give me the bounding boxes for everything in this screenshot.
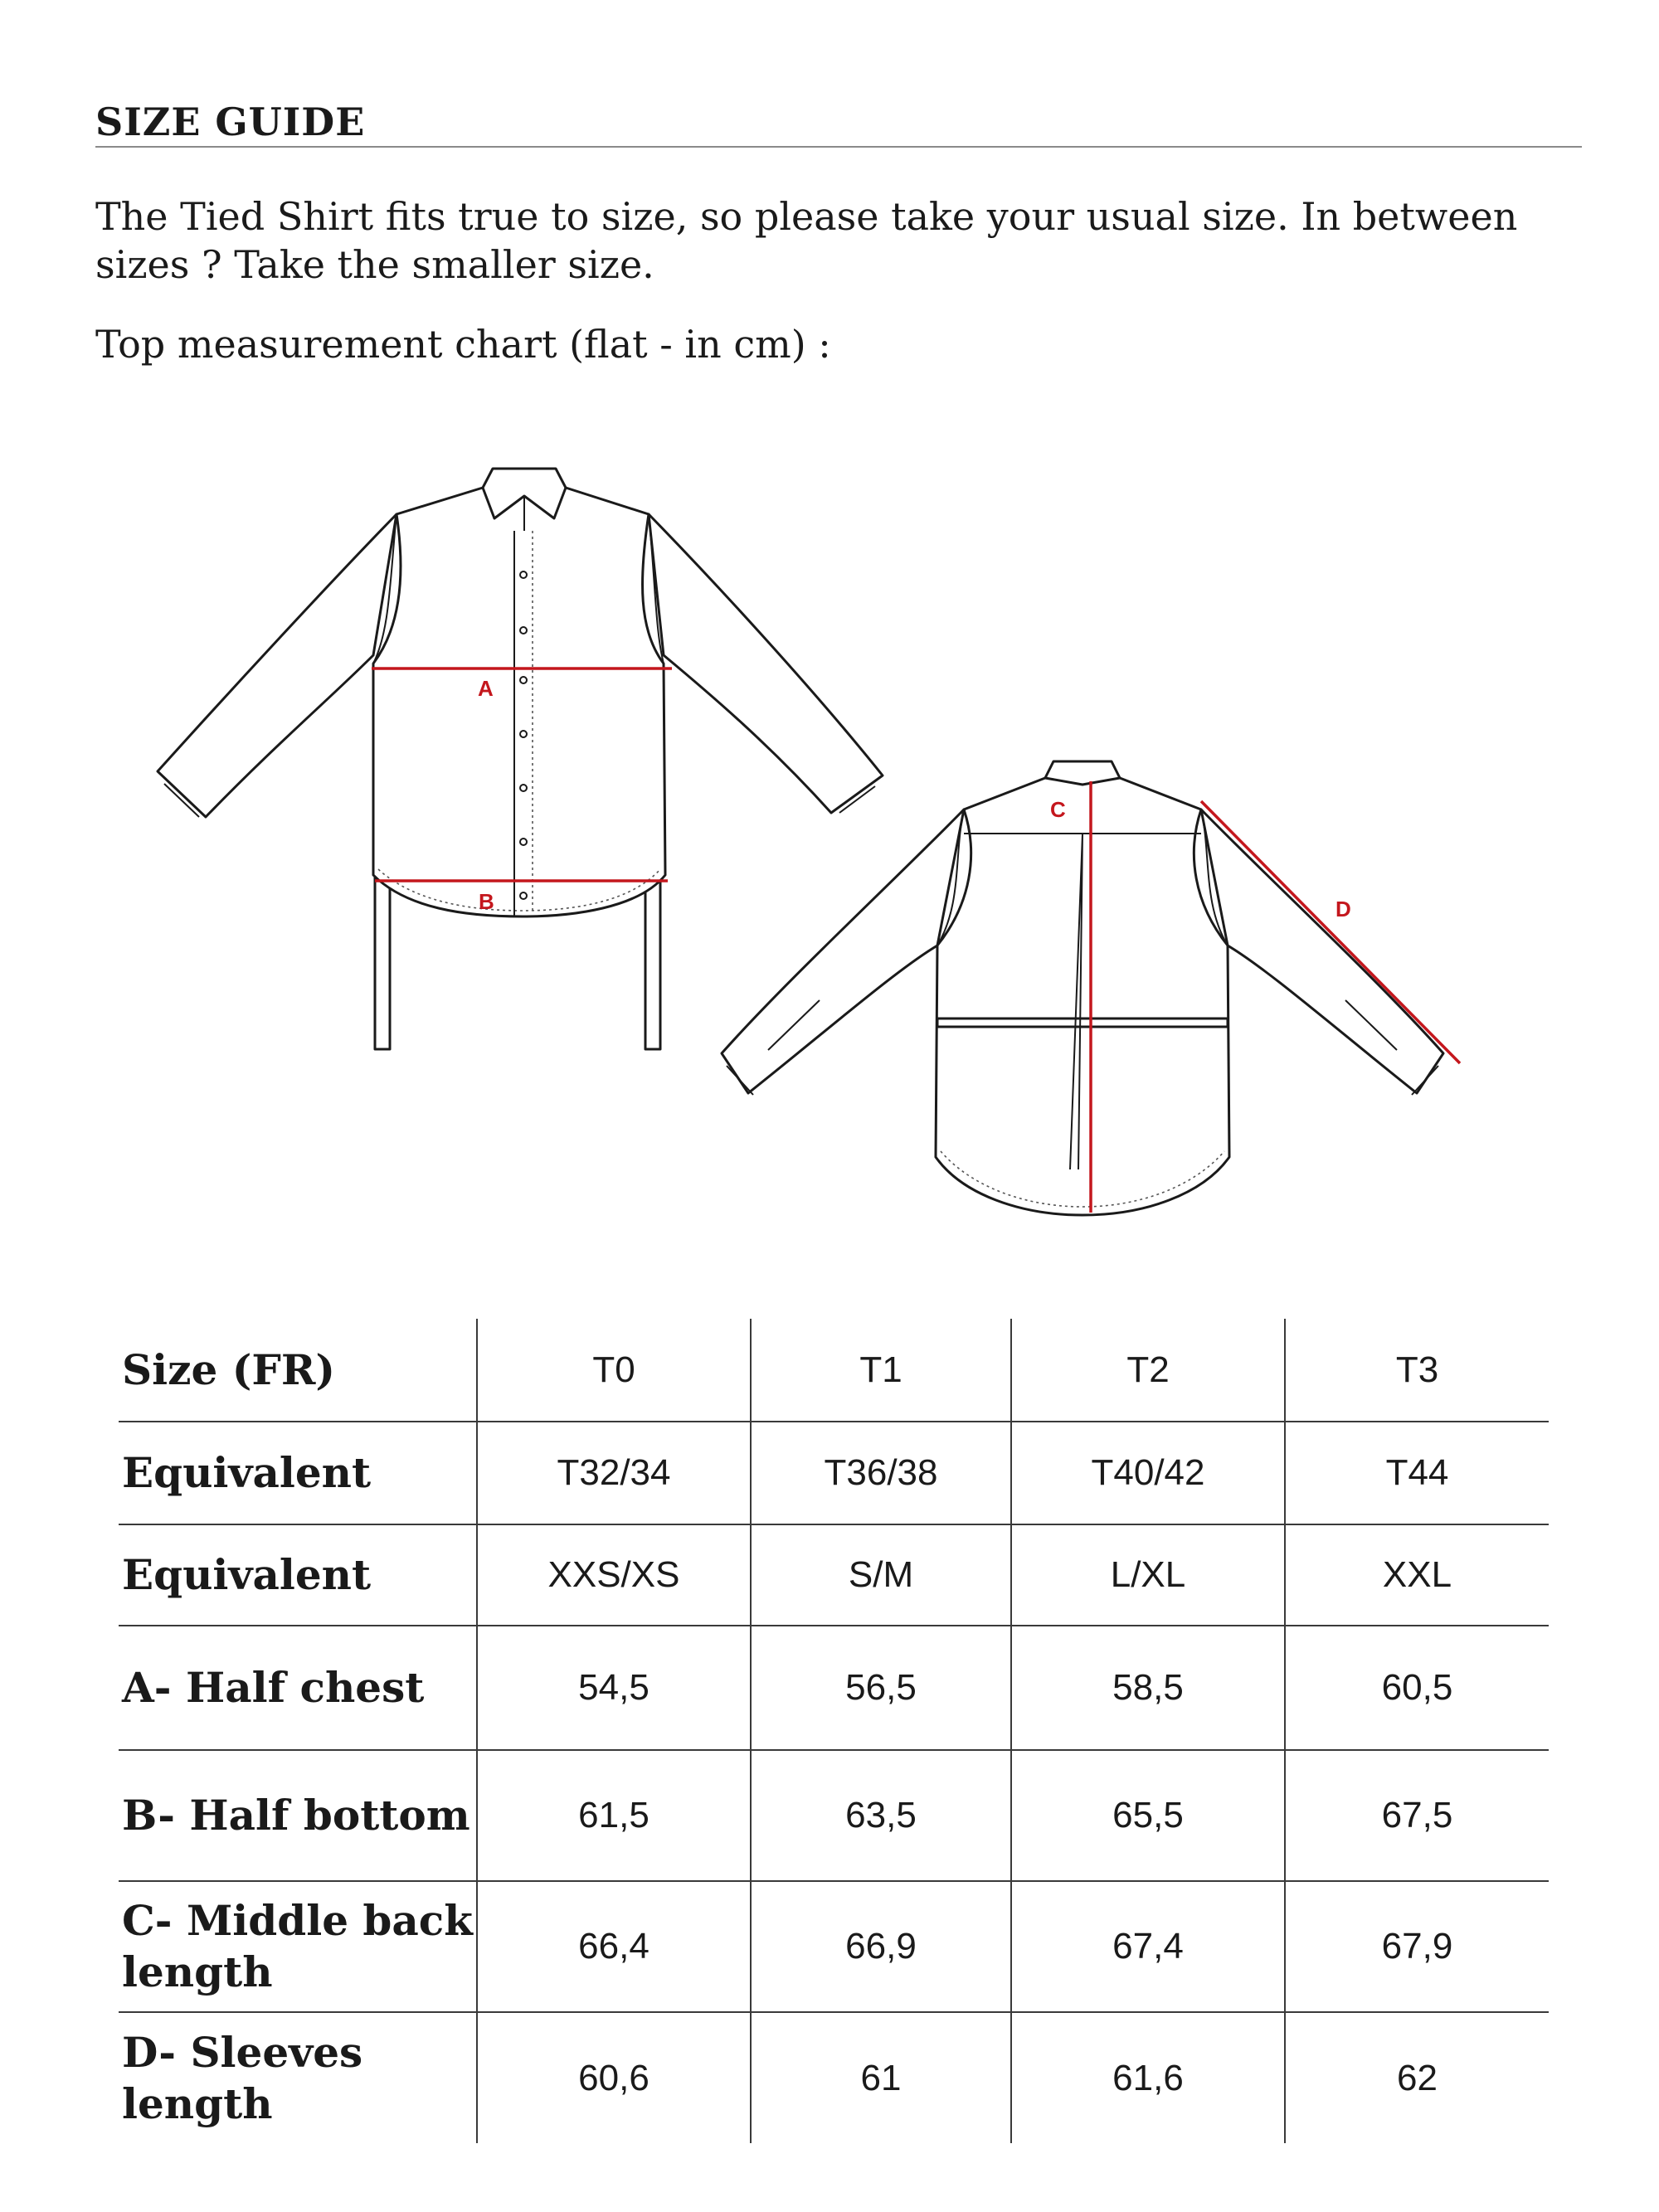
table-cell: T32/34 xyxy=(477,1422,751,1524)
table-cell: 67,9 xyxy=(1285,1881,1549,2012)
table-row xyxy=(119,1750,1549,1881)
label-b: B xyxy=(479,889,494,914)
table-cell: T44 xyxy=(1285,1422,1549,1524)
table-cell: 67,5 xyxy=(1285,1750,1549,1881)
chart-caption: Top measurement chart (flat - in cm) : xyxy=(95,322,831,367)
table-cell: 56,5 xyxy=(751,1626,1011,1750)
table-cell: 66,9 xyxy=(751,1881,1011,2012)
row-label: C- Middle back length xyxy=(119,1881,477,2012)
table-cell: T36/38 xyxy=(751,1422,1011,1524)
row-label: D- Sleeves length xyxy=(122,2027,363,2128)
fit-description: The Tied Shirt fits true to size, so please take your usual size. In between sizes ? Take the smaller size. xyxy=(95,194,1518,287)
table-cell: XXL xyxy=(1285,1524,1549,1626)
table-cell: XXS/XS xyxy=(477,1524,751,1626)
back-shirt-illustration xyxy=(722,761,1460,1215)
row-label: Equivalent xyxy=(119,1422,477,1524)
table-cell: 63,5 xyxy=(751,1750,1011,1881)
size-t2: T2 xyxy=(1011,1319,1285,1422)
size-fr-label: Size (FR) xyxy=(119,1319,477,1422)
size-t3: T3 xyxy=(1285,1319,1549,1422)
row-label: Equivalent xyxy=(119,1524,477,1626)
table-cell: S/M xyxy=(751,1524,1011,1626)
table-cell: 61 xyxy=(751,2012,1011,2143)
shirt-diagram xyxy=(0,415,1659,1252)
table-row xyxy=(119,1881,1549,2012)
table-row xyxy=(119,1422,1549,1524)
label-a: A xyxy=(478,676,494,701)
table-row xyxy=(119,2012,1549,2143)
title-divider xyxy=(95,146,1582,148)
page-title: SIZE GUIDE xyxy=(95,100,366,144)
label-c: C xyxy=(1050,797,1066,822)
table-cell: L/XL xyxy=(1011,1524,1285,1626)
front-shirt-illustration xyxy=(158,469,883,1049)
size-t1: T1 xyxy=(751,1319,1011,1422)
size-t0: T0 xyxy=(477,1319,751,1422)
table-cell: 62 xyxy=(1285,2012,1549,2143)
row-label: A- Half chest xyxy=(119,1626,477,1750)
row-label: B- Half bottom xyxy=(119,1750,477,1881)
table-header-row xyxy=(119,1319,1549,1422)
table-row xyxy=(119,1524,1549,1626)
table-cell: 60,6 xyxy=(477,2012,751,2143)
table-cell: 54,5 xyxy=(477,1626,751,1750)
table-cell: T40/42 xyxy=(1011,1422,1285,1524)
table-row xyxy=(119,1626,1549,1750)
table-cell: 61,6 xyxy=(1011,2012,1285,2143)
table-cell: 65,5 xyxy=(1011,1750,1285,1881)
table-cell: 58,5 xyxy=(1011,1626,1285,1750)
size-table xyxy=(119,1319,1549,2143)
table-cell: 61,5 xyxy=(477,1750,751,1881)
table-cell: 67,4 xyxy=(1011,1881,1285,2012)
label-d: D xyxy=(1335,897,1351,921)
table-cell: 66,4 xyxy=(477,1881,751,2012)
table-cell: 60,5 xyxy=(1285,1626,1549,1750)
